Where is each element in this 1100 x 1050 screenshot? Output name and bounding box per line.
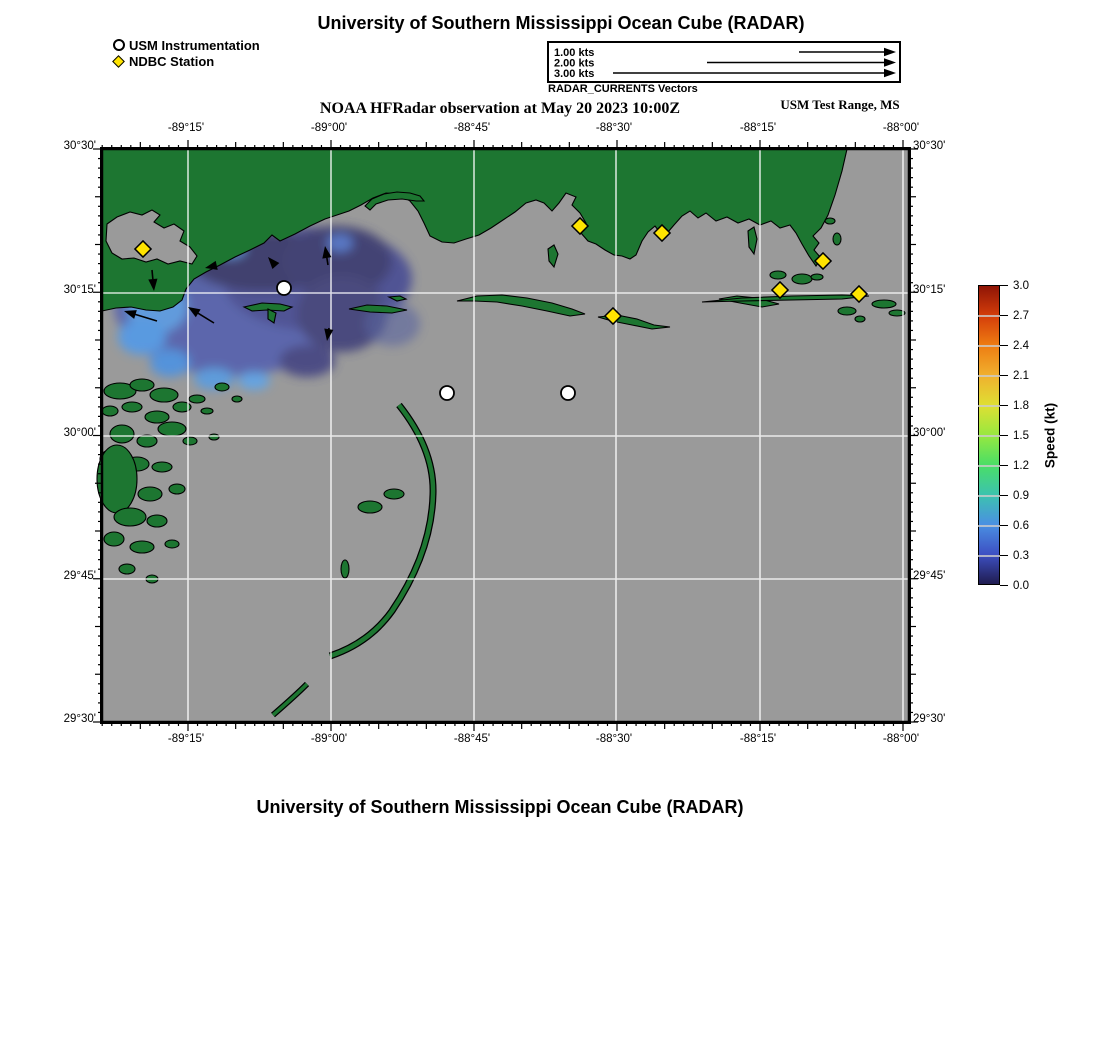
colorbar-tick-label: 3.0 xyxy=(1013,279,1029,292)
svg-text:1.00 kts: 1.00 kts xyxy=(554,47,595,59)
svg-text:3.00 kts: 3.00 kts xyxy=(554,68,595,80)
colorbar-tick-label: 1.8 xyxy=(1013,399,1029,412)
colorbar-gridline xyxy=(978,345,1000,347)
test-range-label: USM Test Range, MS xyxy=(780,97,900,112)
axis-tick-label: 30°00' xyxy=(913,427,946,439)
axis-tick-label: 30°30' xyxy=(913,140,946,152)
colorbar-tick xyxy=(1000,555,1008,556)
axis-tick-label: -88°00' xyxy=(882,122,920,134)
axis-tick-label: 29°45' xyxy=(913,570,946,582)
colorbar-gridline xyxy=(978,465,1000,467)
axis-tick-label: -88°45' xyxy=(453,122,491,134)
colorbar-tick xyxy=(1000,495,1008,496)
axis-tick-label: -88°30' xyxy=(595,122,633,134)
colorbar-tick-label: 0.3 xyxy=(1013,549,1029,562)
colorbar-gridline xyxy=(978,315,1000,317)
colorbar-tick xyxy=(1000,345,1008,346)
colorbar-tick xyxy=(1000,315,1008,316)
axis-tick-label: 30°00' xyxy=(63,427,96,439)
colorbar-tick-label: 2.1 xyxy=(1013,369,1029,382)
usm-instrumentation-marker xyxy=(440,386,454,400)
axis-tick-label: 30°30' xyxy=(63,140,96,152)
colorbar-gridline xyxy=(978,555,1000,557)
usm-instrumentation-marker xyxy=(561,386,575,400)
colorbar-tick xyxy=(1000,465,1008,466)
colorbar-gridline xyxy=(978,435,1000,437)
colorbar-tick-label: 2.4 xyxy=(1013,339,1029,352)
colorbar-gridline xyxy=(978,375,1000,377)
colorbar-tick xyxy=(1000,525,1008,526)
colorbar-tick xyxy=(1000,375,1008,376)
colorbar-tick-label: 2.7 xyxy=(1013,309,1029,322)
vector-legend-caption: RADAR_CURRENTS Vectors xyxy=(548,83,698,95)
colorbar-tick-label: 1.2 xyxy=(1013,459,1029,472)
colorbar-tick xyxy=(1000,405,1008,406)
colorbar-gridline xyxy=(978,525,1000,527)
axis-tick-label: -89°15' xyxy=(167,122,205,134)
axis-tick-label: 30°15' xyxy=(63,284,96,296)
axis-tick-label: -88°30' xyxy=(595,733,633,745)
bottom-title: University of Southern Mississippi Ocean Cube (RADAR) xyxy=(256,797,744,817)
legend-usm-row xyxy=(113,37,260,53)
svg-text:2.00 kts: 2.00 kts xyxy=(554,57,595,70)
legend-ndbc-label: NDBC Station xyxy=(129,53,215,69)
colorbar-tick-label: 0.9 xyxy=(1013,489,1029,502)
axis-tick-label: -88°00' xyxy=(882,733,920,745)
map-frame xyxy=(100,147,911,724)
axis-tick-label: 29°45' xyxy=(63,570,96,582)
map-canvas xyxy=(102,149,909,722)
usm-instrumentation-marker xyxy=(277,281,291,295)
colorbar-tick-label: 0.0 xyxy=(1013,579,1029,592)
axis-tick-label: -89°15' xyxy=(167,733,205,745)
axis-tick-label: -89°00' xyxy=(310,733,348,745)
axis-tick-label: 29°30' xyxy=(913,713,946,725)
colorbar-tick xyxy=(1000,435,1008,436)
ndbc-diamond-icon xyxy=(112,55,125,68)
usm-circle-icon xyxy=(113,39,125,51)
colorbar-gridline xyxy=(978,405,1000,407)
axis-tick-label: 29°30' xyxy=(63,713,96,725)
colorbar-tick-label: 0.6 xyxy=(1013,519,1029,532)
vector-scale-box xyxy=(547,41,901,83)
legend-ndbc-row xyxy=(114,53,214,69)
colorbar-tick xyxy=(1000,285,1008,286)
axis-tick-label: -88°15' xyxy=(739,733,777,745)
colorbar-title: Speed (kt) xyxy=(1042,402,1058,469)
axis-tick-label: -88°15' xyxy=(739,122,777,134)
colorbar-gridline xyxy=(978,495,1000,497)
axis-tick-label: 30°15' xyxy=(913,284,946,296)
observation-subtitle: NOAA HFRadar observation at May 20 2023 10:00Z xyxy=(319,100,681,117)
colorbar-tick xyxy=(1000,585,1008,586)
colorbar-tick-label: 1.5 xyxy=(1013,429,1029,442)
axis-tick-label: -88°45' xyxy=(453,733,491,745)
legend-usm-label: USM Instrumentation xyxy=(129,37,260,53)
axis-tick-label: -89°00' xyxy=(310,122,348,134)
vector-scale-arrows xyxy=(549,43,899,81)
top-title: University of Southern Mississippi Ocean Cube (RADAR) xyxy=(317,13,805,33)
